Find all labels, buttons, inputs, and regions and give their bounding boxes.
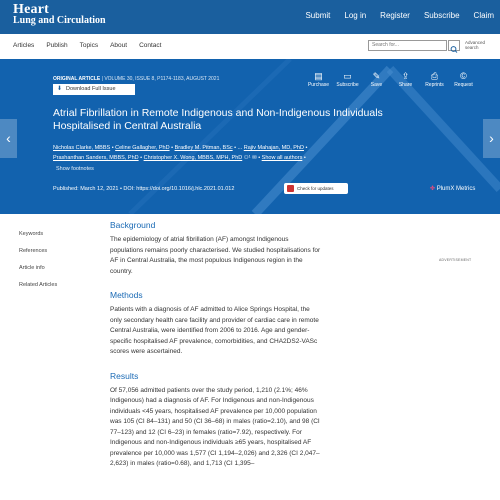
results-text: Of 57,056 admitted patients over the study period, 1,210 (2.1%; 46% Indigenous) had a diagnosis of AF. For Indigenous and non-Indigenous individuals <45 years, hospitalised AF prevalence per 10,000 population was 105 (CI 84–131) and 50 (CI 36–68) in males (ratio=2.10), and 98 (CI 77–123) and 12 (CI 6–23) in females (ratio=7.92), respectively. For Indigenous and non-Indigenous individuals ≥65 years, hospitalised AF prevalence per 10,000 was 1,577 (CI 1,194–2,026) and 2,326 (CI 2,047–2,623) in males (ratio=0.68), and 1,713 (CI 1,395– [110, 386, 320, 467]
methods-text: Patients with a diagnosis of AF admitted to Alice Springs Hospital, the only secondary health care facility and provider of cardiac care in remote Central Australia, were identified from 2006 to 2016. Age and gender-specific hospitalised AF prevalence, comorbidities, and CHA2DS2-VASc scores were ascertained. [110, 306, 319, 355]
author-link[interactable]: Rajiv Mahajan, MD, PhD [243, 145, 304, 151]
subnav-contact[interactable]: Contact [139, 42, 162, 49]
author-ellipsis: ... [237, 145, 243, 151]
purchase-label: Purchase [307, 82, 330, 88]
chevron-right-icon: › [489, 130, 494, 146]
sidebar-item-related-articles[interactable]: Related Articles [19, 282, 58, 288]
plumx-icon: ✤ [430, 186, 436, 192]
article-abstract [110, 220, 323, 483]
nav-claim[interactable]: Claim [473, 11, 494, 20]
show-footnotes-link[interactable]: Show footnotes [56, 166, 94, 172]
search-button[interactable] [448, 40, 460, 51]
reprints-button[interactable] [420, 70, 449, 88]
results-heading: Results [110, 370, 139, 381]
nav-login[interactable]: Log in [344, 11, 367, 20]
sidebar-item-article-info[interactable]: Article info [19, 265, 45, 271]
subnav-about[interactable]: About [110, 42, 128, 49]
reprints-label: Reprints [425, 82, 444, 88]
sidebar-item-keywords[interactable]: Keywords [19, 231, 44, 237]
article-title: Atrial Fibrillation in Remote Indigenous and Non-Indigenous Individuals Hospitalised in Central Australia [53, 107, 383, 132]
doi-link[interactable]: DOI: https://doi.org/10.1016/j.hlc.2021.01.012 [123, 186, 235, 192]
nav-subscribe[interactable]: Subscribe [423, 11, 460, 20]
background-text: The epidemiology of atrial fibrillation (AF) amongst Indigenous populations remains poorly characterised. We studied hospitalisations for AF in Central Australia, the most populous Indigenous region in the country. [110, 236, 321, 275]
article-hero [0, 59, 500, 214]
advanced-search-line1: Advanced [465, 40, 486, 45]
show-all-authors-link[interactable]: Show all authors [261, 155, 303, 161]
advanced-search-line2: search [465, 45, 479, 50]
author-link[interactable]: Prashanthan Sanders, MBBS, PhD [53, 155, 139, 161]
plumx-metrics-link[interactable] [430, 185, 475, 192]
plumx-label: PlumX Metrics [436, 186, 476, 192]
purchase-icon: ▤ [314, 71, 323, 81]
search-icon [449, 45, 459, 54]
download-issue-button[interactable] [53, 84, 135, 95]
subnav-publish[interactable]: Publish [46, 42, 68, 49]
article-sidebar [19, 231, 57, 299]
next-article-arrow[interactable] [483, 119, 500, 158]
check-updates-button[interactable] [284, 183, 348, 194]
chevron-left-icon: ‹ [6, 130, 11, 146]
prev-article-arrow[interactable] [0, 119, 17, 158]
subscribe-icon: ▭ [343, 71, 352, 81]
article-type: ORIGINAL ARTICLE [53, 76, 101, 82]
share-label: Share [398, 82, 413, 88]
author-link[interactable]: Bradley M. Pitman, BSc [174, 145, 233, 151]
author-link[interactable]: Nicholas Clarke, MBBS [53, 145, 111, 151]
journal-logo[interactable] [13, 4, 106, 26]
advanced-search-link[interactable] [465, 40, 485, 50]
save-button[interactable] [362, 70, 391, 88]
subscribe-label: Subscribe [336, 82, 359, 88]
share-button[interactable] [391, 70, 420, 88]
author-link[interactable]: Celine Gallagher, PhD [115, 145, 170, 151]
author-link[interactable]: Christopher X. Wong, MBBS, MPH, PhD [143, 155, 243, 161]
download-label: Download Full Issue [66, 86, 116, 92]
author-list: Nicholas Clarke, MBBS • Celine Gallagher, PhD • Bradley M. Pitman, BSc • ... Rajiv Mahajan, MD, PhD • Prashanthan Sanders, MBBS, PhD • Christopher X. Wong, MBBS, MPH, PhD ⚇¹ ✉ • Show all authors • [53, 145, 308, 161]
share-icon: ⇪ [401, 71, 410, 81]
download-icon: ⬇ [57, 86, 63, 92]
nav-register[interactable]: Register [380, 11, 410, 20]
subnav-articles[interactable]: Articles [13, 42, 35, 49]
save-label: Save [370, 82, 383, 88]
purchase-button[interactable] [304, 70, 333, 88]
person-icon: ⚇¹ [243, 155, 251, 161]
secondary-nav [0, 34, 500, 60]
search-input[interactable] [368, 40, 447, 51]
email-icon[interactable]: ✉ [252, 155, 257, 161]
save-icon: ✎ [372, 71, 381, 81]
top-header [0, 0, 500, 34]
top-nav [291, 11, 494, 20]
logo-line2: Lung and Circulation [13, 15, 106, 26]
request-label: Request [454, 82, 473, 88]
request-button[interactable] [449, 70, 478, 88]
subnav-topics[interactable]: Topics [79, 42, 99, 49]
reprints-icon: ⎙ [430, 71, 439, 81]
check-updates-label: Check for updates [297, 186, 334, 191]
published-date: Published: March 12, 2021 [53, 186, 119, 192]
publication-info: Published: March 12, 2021 • DOI: https://doi.org/10.1016/j.hlc.2021.01.012 [53, 186, 235, 192]
background-heading: Background [110, 220, 156, 230]
logo-line1: Heart [13, 2, 49, 17]
subscribe-button[interactable] [333, 70, 362, 88]
advertisement-label: ADVERTISEMENT [439, 258, 472, 262]
crossmark-icon [287, 185, 294, 192]
nav-submit[interactable]: Submit [305, 11, 331, 20]
article-actions [304, 70, 478, 88]
article-meta: ORIGINAL ARTICLE | VOLUME 30, ISSUE 8, P1174-1183, AUGUST 2021 [53, 76, 220, 82]
methods-heading: Methods [110, 290, 143, 300]
request-icon: © [460, 71, 467, 81]
sidebar-item-references[interactable]: References [19, 248, 48, 254]
issue-info[interactable]: VOLUME 30, ISSUE 8, P1174-1183, AUGUST 2021 [104, 76, 220, 82]
